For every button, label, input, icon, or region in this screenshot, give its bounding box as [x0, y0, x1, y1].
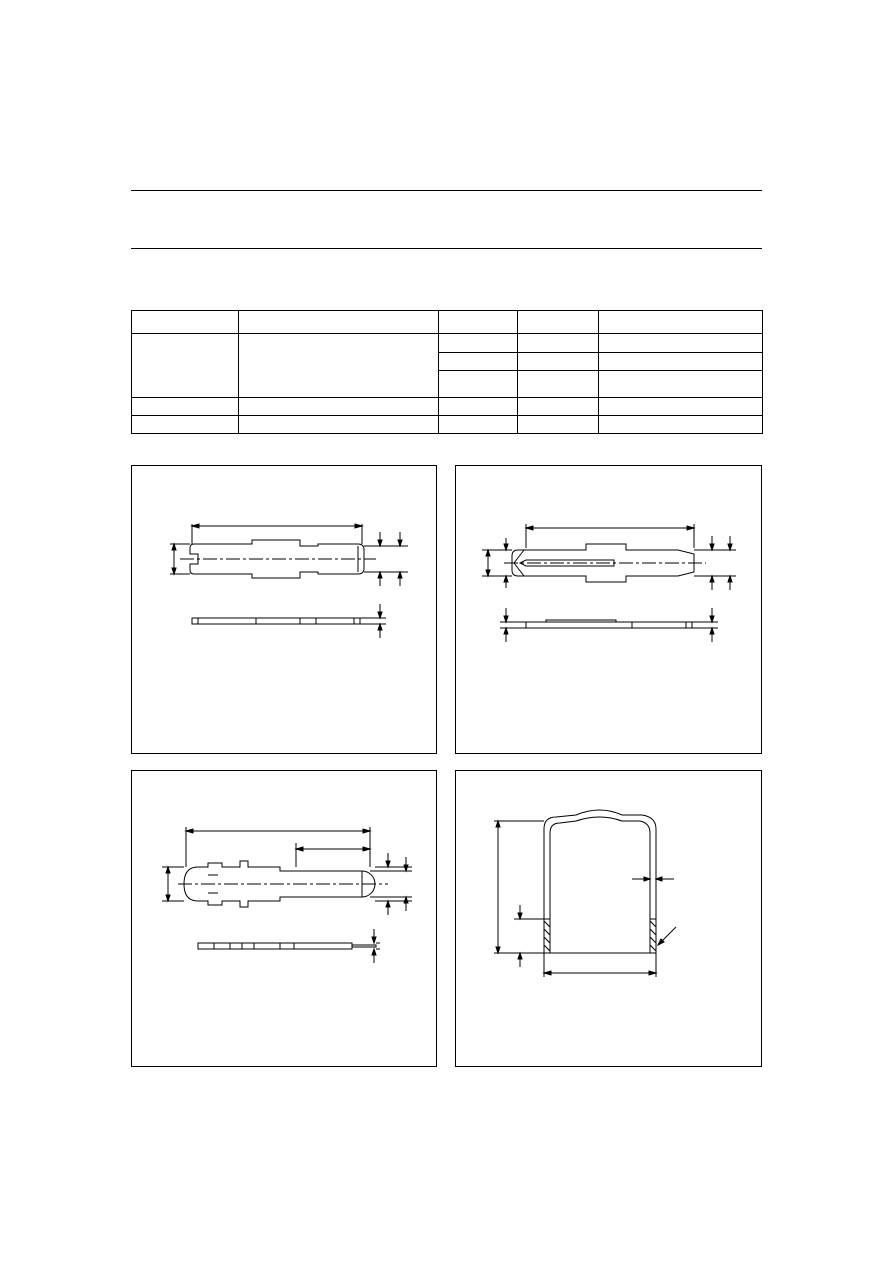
- rounded-terminal-drawing: [132, 771, 438, 1068]
- table-cell: [132, 311, 239, 334]
- slotted-terminal-drawing: [456, 466, 763, 755]
- table-cell: [518, 371, 599, 398]
- table-cell: [599, 353, 763, 371]
- figure-panel-2: [455, 465, 762, 754]
- spec-table: [131, 310, 763, 434]
- table-cell: [132, 416, 239, 434]
- table-cell: [239, 334, 439, 398]
- table-cell: [239, 311, 439, 334]
- figure-panel-3: [131, 770, 437, 1067]
- table-cell: [439, 311, 518, 334]
- table-cell: [439, 353, 518, 371]
- header-rule-bottom: [131, 248, 762, 249]
- table-cell: [518, 416, 599, 434]
- table-cell: [599, 334, 763, 353]
- table-cell: [599, 398, 763, 416]
- table-cell: [599, 416, 763, 434]
- table-cell: [239, 416, 439, 434]
- table-row: [132, 334, 763, 353]
- figure-panel-1: [131, 465, 437, 754]
- table-cell: [518, 398, 599, 416]
- table-cell: [518, 353, 599, 371]
- table-cell: [518, 311, 599, 334]
- u-bracket-drawing: [456, 771, 763, 1068]
- table-cell: [132, 398, 239, 416]
- table-cell: [518, 334, 599, 353]
- table-row: [132, 398, 763, 416]
- straight-terminal-drawing: [132, 466, 438, 755]
- table-row: [132, 416, 763, 434]
- table-cell: [132, 334, 239, 398]
- table-cell: [439, 416, 518, 434]
- table-cell: [439, 334, 518, 353]
- table-cell: [599, 311, 763, 334]
- table-cell: [439, 371, 518, 398]
- table-cell: [239, 398, 439, 416]
- table-cell: [599, 371, 763, 398]
- figure-panel-4: [455, 770, 762, 1067]
- table-header-row: [132, 311, 763, 334]
- header-rule-top: [131, 190, 762, 191]
- table-cell: [439, 398, 518, 416]
